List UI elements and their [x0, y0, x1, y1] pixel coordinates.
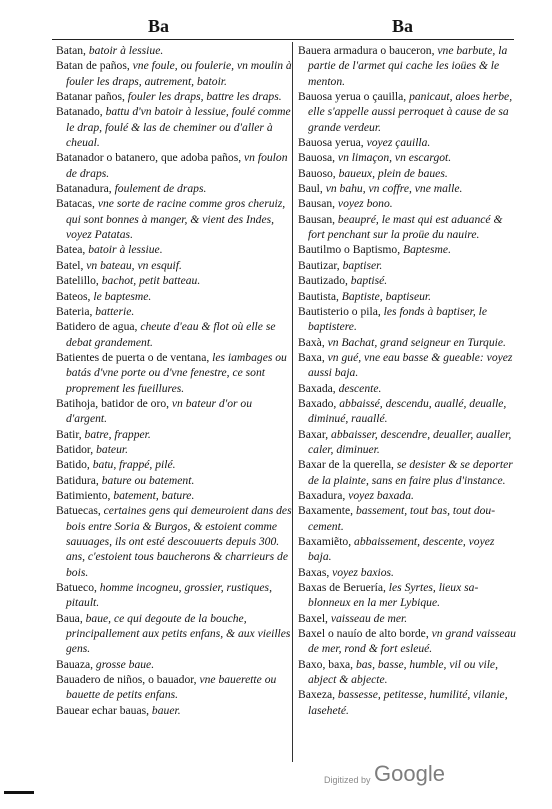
entry-headword: Baxas de Beruería, — [298, 581, 386, 595]
entry-headword: Baxado, — [298, 396, 337, 410]
digitized-label: Digitized by — [324, 775, 371, 785]
dictionary-entry — [56, 703, 292, 718]
dictionary-entry — [56, 196, 292, 242]
entry-definition: bas, basse, humble, vil ou vile, abject & abjecte. — [308, 657, 498, 687]
dictionary-entry — [298, 135, 516, 150]
entry-definition: abbaisser, descendre, deualler, aualler, caler, diminuer. — [308, 427, 512, 456]
entry-headword: Bauaza, — [56, 657, 94, 671]
entry-headword: Batanadura, — [56, 182, 112, 196]
entry-headword: Batir, — [56, 427, 82, 441]
entry-headword: Batanar paños, — [56, 90, 125, 104]
dictionary-entry — [56, 43, 292, 58]
page-edge-mark — [4, 791, 34, 794]
entry-headword: Bauear echar bauas, — [56, 703, 150, 717]
entry-definition: vn limaçon, vn escargot. — [335, 151, 452, 165]
dictionary-entry — [298, 43, 516, 89]
entry-headword: Bauadero de niños, o bauador, — [56, 673, 197, 687]
entry-definition: batre, frapper. — [81, 427, 151, 441]
dictionary-entry — [298, 503, 516, 534]
entry-definition: batu, frappé, pilé. — [89, 458, 176, 472]
entry-definition: vne bauerette ou bauette de petits enfans. — [66, 673, 277, 702]
entry-headword: Baxeza, — [298, 688, 336, 702]
dictionary-entry — [298, 565, 516, 580]
entry-headword: Baxas, — [298, 565, 330, 579]
entry-headword: Bauosa yerua, — [298, 136, 364, 150]
entry-definition: voyez baxios. — [329, 565, 394, 579]
entry-definition: Baptiste, baptiseur. — [338, 289, 432, 303]
dictionary-entry — [56, 396, 292, 427]
dictionary-entry — [56, 611, 292, 657]
entry-headword: Bauosa, — [298, 151, 336, 165]
dictionary-entry — [56, 488, 292, 503]
entry-definition: baueux, plein de baues. — [335, 166, 448, 180]
entry-headword: Bausan, — [298, 212, 336, 226]
entry-headword: Baxo, baxa, — [298, 657, 354, 671]
dictionary-entry — [298, 657, 516, 688]
entry-definition: voyez çauilla. — [363, 136, 431, 150]
dictionary-entry — [298, 166, 516, 181]
entry-definition: batoir à lessiue. — [85, 243, 163, 257]
google-logo: Google — [374, 761, 445, 786]
dictionary-entry — [298, 258, 516, 273]
entry-headword: Batidor, — [56, 442, 94, 456]
dictionary-entry — [56, 503, 292, 580]
entry-definition: le baptesme. — [90, 289, 152, 303]
dictionary-entry — [298, 196, 516, 211]
entry-headword: Bauera armadura o bauceron, — [298, 44, 435, 57]
entry-definition: beaupré, le mast qui est aduancé & fort penchant sur la proüe du nauire. — [308, 212, 503, 242]
header-right: Ba — [392, 16, 414, 36]
dictionary-entry — [56, 181, 292, 196]
dictionary-entry — [298, 150, 516, 165]
dictionary-entry — [298, 273, 516, 288]
entry-headword: Baul, — [298, 182, 323, 196]
entry-headword: Baxar de la querella, — [298, 458, 394, 472]
header-rule — [52, 39, 514, 40]
entry-headword: Batidero de agua, — [56, 320, 138, 334]
entry-definition: vn Bachat, grand seigneur en Turquie. — [324, 335, 506, 349]
dictionary-entry — [298, 212, 516, 243]
entry-definition: les fonds à baptiser, le baptistere. — [308, 304, 488, 334]
entry-headword: Batel, — [56, 258, 84, 272]
dictionary-entry — [56, 150, 292, 181]
entry-headword: Bauosa yerua o çauilla, — [298, 90, 407, 104]
entry-definition: vn gué, vne eau basse & gueable: voyez aussi baja. — [308, 350, 513, 380]
entry-headword: Baxada, — [298, 381, 336, 395]
entry-definition: baptisé. — [347, 274, 388, 288]
right-column — [298, 43, 516, 718]
entry-headword: Batan, — [56, 44, 86, 57]
column-divider — [292, 42, 293, 762]
entry-headword: Baxel o nauío de alto borde, — [298, 627, 429, 641]
entry-definition: descente. — [335, 381, 382, 395]
dictionary-entry — [298, 335, 516, 350]
entry-definition: baptiser. — [339, 258, 383, 272]
entry-headword: Bauoso, — [298, 166, 336, 180]
dictionary-entry — [56, 258, 292, 273]
dictionary-entry — [298, 289, 516, 304]
entry-headword: Batan de paños, — [56, 59, 130, 73]
entry-definition: les iambages ou batás d'vne porte ou d'vne fenestre, ce sont proprement les fueillures. — [66, 350, 287, 395]
dictionary-entry — [298, 626, 516, 657]
entry-definition: vn bateur d'or ou d'argent. — [66, 396, 253, 426]
entry-definition: batement, bature. — [110, 488, 195, 502]
entry-headword: Batidura, — [56, 473, 99, 487]
dictionary-entry — [56, 442, 292, 457]
entry-headword: Baxar, — [298, 427, 329, 441]
entry-definition: vn bateau, vn esquif. — [83, 258, 182, 272]
entry-definition: bature ou batement. — [98, 473, 195, 487]
dictionary-entry — [56, 657, 292, 672]
dictionary-entry — [56, 427, 292, 442]
dictionary-entry — [56, 89, 292, 104]
entry-headword: Bausan, — [298, 197, 336, 211]
entry-definition: vn foulon de draps. — [66, 151, 288, 180]
header-left: Ba — [148, 16, 170, 36]
entry-definition: voyez bono. — [335, 197, 393, 211]
entry-definition: vne foule, ou foulerie, vn moulin à fouler les draps, autrement, batoir. — [66, 59, 292, 88]
entry-definition: voyez baxada. — [345, 488, 414, 502]
dictionary-entry — [56, 304, 292, 319]
dictionary-entry — [298, 488, 516, 503]
dictionary-entry — [298, 687, 516, 718]
dictionary-entry — [56, 350, 292, 396]
entry-definition: panicaut, aloes herbe, elle s'appelle aussi perroquet à cause de sa grande verdeur. — [308, 90, 513, 134]
entry-definition: vne sorte de racine comme gros cheruiz, qui sont bonnes à manger, & vient des Indes, voyez Patatas. — [66, 197, 286, 242]
left-column — [56, 43, 292, 718]
entry-definition: abbaissement, descente, voyez baja. — [308, 535, 495, 564]
dictionary-entry — [56, 104, 292, 150]
entry-headword: Baxà, — [298, 335, 325, 349]
footer — [0, 761, 552, 795]
dictionary-entry — [56, 58, 292, 89]
dictionary-entry — [56, 580, 292, 611]
running-header — [0, 12, 552, 42]
entry-headword: Batacas, — [56, 197, 95, 211]
entry-definition: baue, ce qui degoute de la bouche, principallement aux petits enfans, & aux vieilles gens. — [66, 611, 291, 656]
entry-definition: vn grand vaisseau de mer, rond & fort esleué. — [308, 627, 516, 656]
entry-headword: Bateria, — [56, 304, 93, 318]
entry-definition: les Syrtes, lieux sablonneux en la mer Lybique. — [308, 581, 479, 610]
entry-definition: abbaissé, descendu, auallé, deualle, diminué, rauallé. — [308, 396, 507, 426]
dictionary-entry — [298, 304, 516, 335]
entry-headword: Batientes de puerta o de ventana, — [56, 350, 210, 364]
dictionary-entry — [298, 580, 516, 611]
entry-definition: fouler les draps, battre les draps. — [124, 90, 282, 104]
entry-definition: bachot, petit batteau. — [98, 274, 201, 288]
entry-headword: Batueco, — [56, 581, 97, 595]
entry-definition: grosse baue. — [93, 657, 155, 671]
entry-definition: vn bahu, vn coffre, vne malle. — [322, 182, 463, 196]
dictionary-entry — [56, 273, 292, 288]
entry-definition: foulement de draps. — [111, 182, 207, 196]
entry-headword: Baxel, — [298, 611, 328, 625]
entry-definition: se desister & se deporter de la plainte, sans en faire plus d'instance. — [308, 458, 513, 487]
entry-headword: Baxamente, — [298, 504, 354, 518]
dictionary-entry — [56, 242, 292, 257]
entry-definition: batterie. — [92, 304, 135, 318]
entry-definition: bateur. — [93, 442, 128, 456]
dictionary-entry — [298, 350, 516, 381]
entry-definition: Baptesme. — [400, 243, 451, 257]
entry-headword: Batido, — [56, 458, 90, 472]
entry-headword: Batanador o batanero, que adoba paños, — [56, 151, 242, 165]
entry-definition: vne barbute, la partie de l'armet qui cache les ioües & le menton. — [308, 44, 508, 88]
entry-headword: Bautizar, — [298, 258, 340, 272]
dictionary-entry — [298, 534, 516, 565]
dictionary-entry — [298, 89, 516, 135]
entry-definition: certaines gens qui demeuroient dans des bois entre Soria & Burgos, & estoient comme sauuages, ils ont esté descouuerts depuis 300. ans, c'estoient tous baucherons & charrieurs de bois. — [66, 504, 292, 579]
dictionary-entry — [56, 319, 292, 350]
entry-headword: Baua, — [56, 611, 83, 625]
entry-headword: Bautista, — [298, 289, 339, 303]
dictionary-entry — [56, 289, 292, 304]
dictionary-entry — [298, 457, 516, 488]
entry-headword: Batuecas, — [56, 504, 101, 518]
dictionary-entry — [298, 381, 516, 396]
dictionary-entry — [298, 242, 516, 257]
entry-headword: Baxadura, — [298, 488, 346, 502]
entry-definition: vaisseau de mer. — [327, 611, 408, 625]
dictionary-entry — [298, 611, 516, 626]
entry-headword: Batihoja, batidor de oro, — [56, 396, 170, 410]
entry-headword: Bautizado, — [298, 274, 348, 288]
entry-definition: battu d'vn batoir à lessiue, foulé comme le drap, foulé & las de cheminer ou d'aller à cheual. — [66, 105, 291, 150]
dictionary-entry — [56, 473, 292, 488]
dictionary-entry — [298, 427, 516, 458]
entry-headword: Batanado, — [56, 105, 103, 119]
entry-headword: Batelillo, — [56, 274, 99, 288]
entry-headword: Bautilmo o Baptismo, — [298, 243, 401, 257]
entry-definition: bauer. — [149, 703, 181, 717]
entry-headword: Bautisterio o pila, — [298, 304, 381, 318]
dictionary-entry — [298, 181, 516, 196]
dictionary-entry — [56, 457, 292, 472]
entry-headword: Batimiento, — [56, 488, 111, 502]
entry-definition: bassement, tout bas, tout doucement. — [308, 504, 496, 533]
dictionary-entry — [298, 396, 516, 427]
entry-definition: bassesse, petitesse, humilité, vilanie, laseheté. — [308, 688, 508, 717]
entry-headword: Batea, — [56, 243, 86, 257]
entry-headword: Bateos, — [56, 289, 91, 303]
entry-definition: cheute d'eau & flot où elle se debat grandement. — [66, 320, 276, 349]
entry-definition: homme incogneu, grossier, rustiques, pitault. — [66, 581, 272, 610]
dictionary-entry — [56, 672, 292, 703]
entry-headword: Baxa, — [298, 350, 325, 364]
entry-headword: Baxamiẽto, — [298, 535, 352, 548]
entry-definition: batoir à lessiue. — [85, 44, 164, 57]
